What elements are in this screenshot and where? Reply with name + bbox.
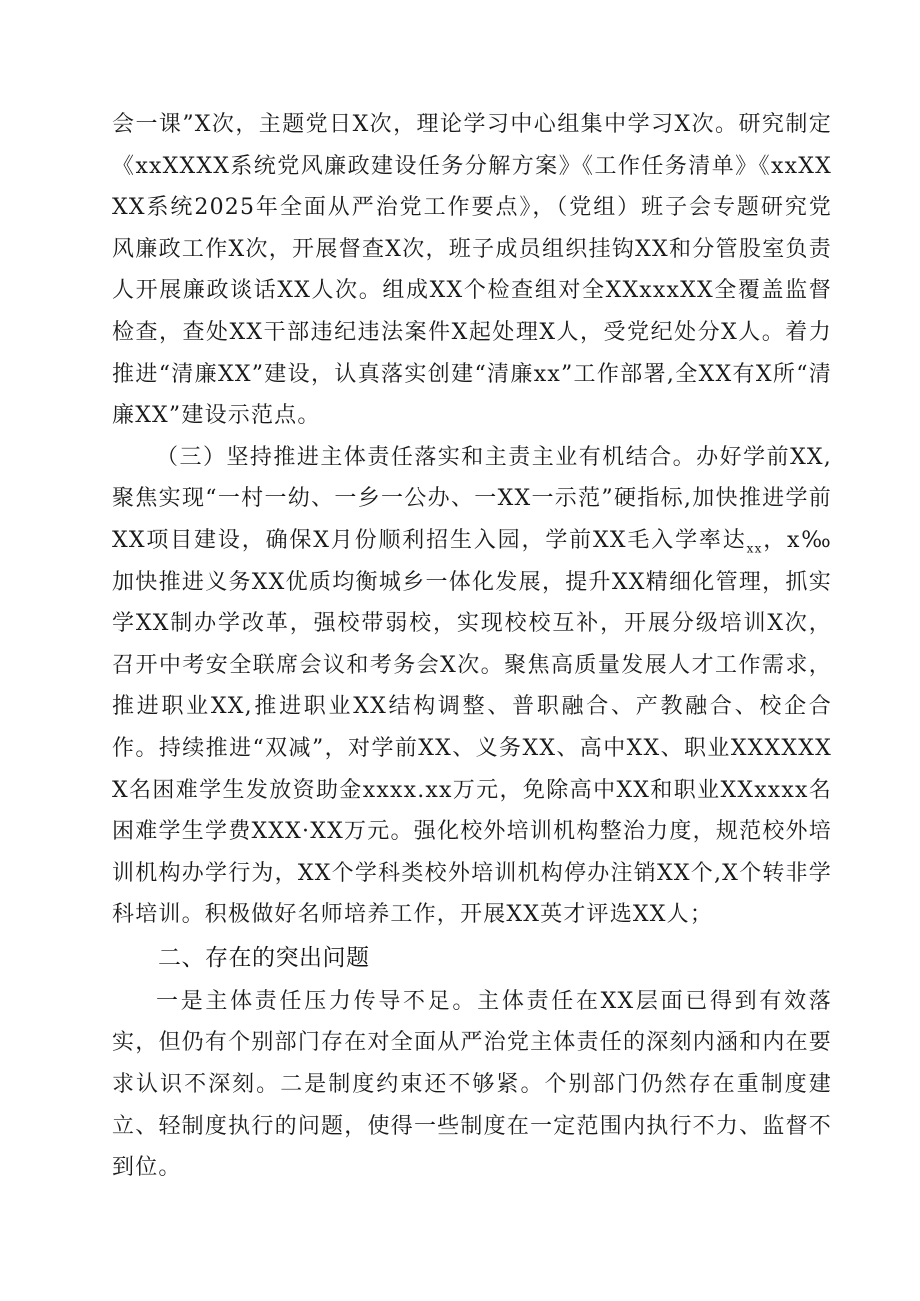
paragraph-main-responsibility-text-1: （三）坚持推进主体责任落实和主责主业有机结合。办好学前XX,聚焦实现“一村一幼、一乡一公办、一XX一示范”硬指标,加快推进学前XX项目建设，确保X月份顺利招生入园，学前XX毛入学率达 [112, 444, 832, 553]
paragraph-party-discipline: 会一课”X次，主题党日X次，理论学习中心组集中学习X次。研究制定《xxXXXX系统党风廉政建设任务分解方案》《工作任务清单》《xxXXXX系统2025年全面从严治党工作要点》，（党组）班子会专题研究党风廉政工作X次，开展督查X次，班子成员组织挂钩XX和分管股室负责人开展廉政谈话XX人次。组成XX个检查组对全XXxxxXX全覆盖监督检查，查处XX干部违纪违法案件X起处理X人，受党纪处分X人。着力推进“清廉XX”建设，认真落实创建“清廉xx”工作部署,全XX有X所“清廉XX”建设示范点。 [112, 112, 832, 429]
document-body [112, 104, 832, 1189]
paragraph-problems: 一是主体责任压力传导不足。主体责任在XX层面已得到有效落实，但仍有个别部门存在对全面从严治党主体责任的深刻内涵和内在要求认识不深刻。二是制度约束还不够紧。个别部门仍然存在重制度建立、轻制度执行的问题，使得一些制度在一定范围内执行不力、监督不到位。 [112, 988, 832, 1181]
paragraph-main-responsibility-text-2: ，x‰加快推进义务XX优质均衡城乡一体化发展，提升XX精细化管理，抓实学XX制办学改革，强校带弱校，实现校校互补，开展分级培训X次，召开中考安全联席会议和考务会X次。聚焦高质量发展人才工作需求，推进职业XX,推进职业XX结构调整、普职融合、产教融合、校企合作。持续推进“双减”，对学前XX、义务XX、高中XX、职业XXXXXXX名困难学生发放资助金xxxx.xx万元，免除高中XX和职业XXxxxx名困难学生学费XXX·XX万元。强化校外培训机构整治力度，规范校外培训机构办学行为，XX个学科类校外培训机构停办注销XX个,X个转非学科培训。积极做好名师培养工作，开展XX英才评选XX人； [112, 527, 832, 928]
paragraph-main-responsibility [112, 437, 832, 936]
section-heading-problems: 二、存在的突出问题 [158, 944, 370, 971]
enrollment-rate-subscript: xx [746, 541, 763, 556]
